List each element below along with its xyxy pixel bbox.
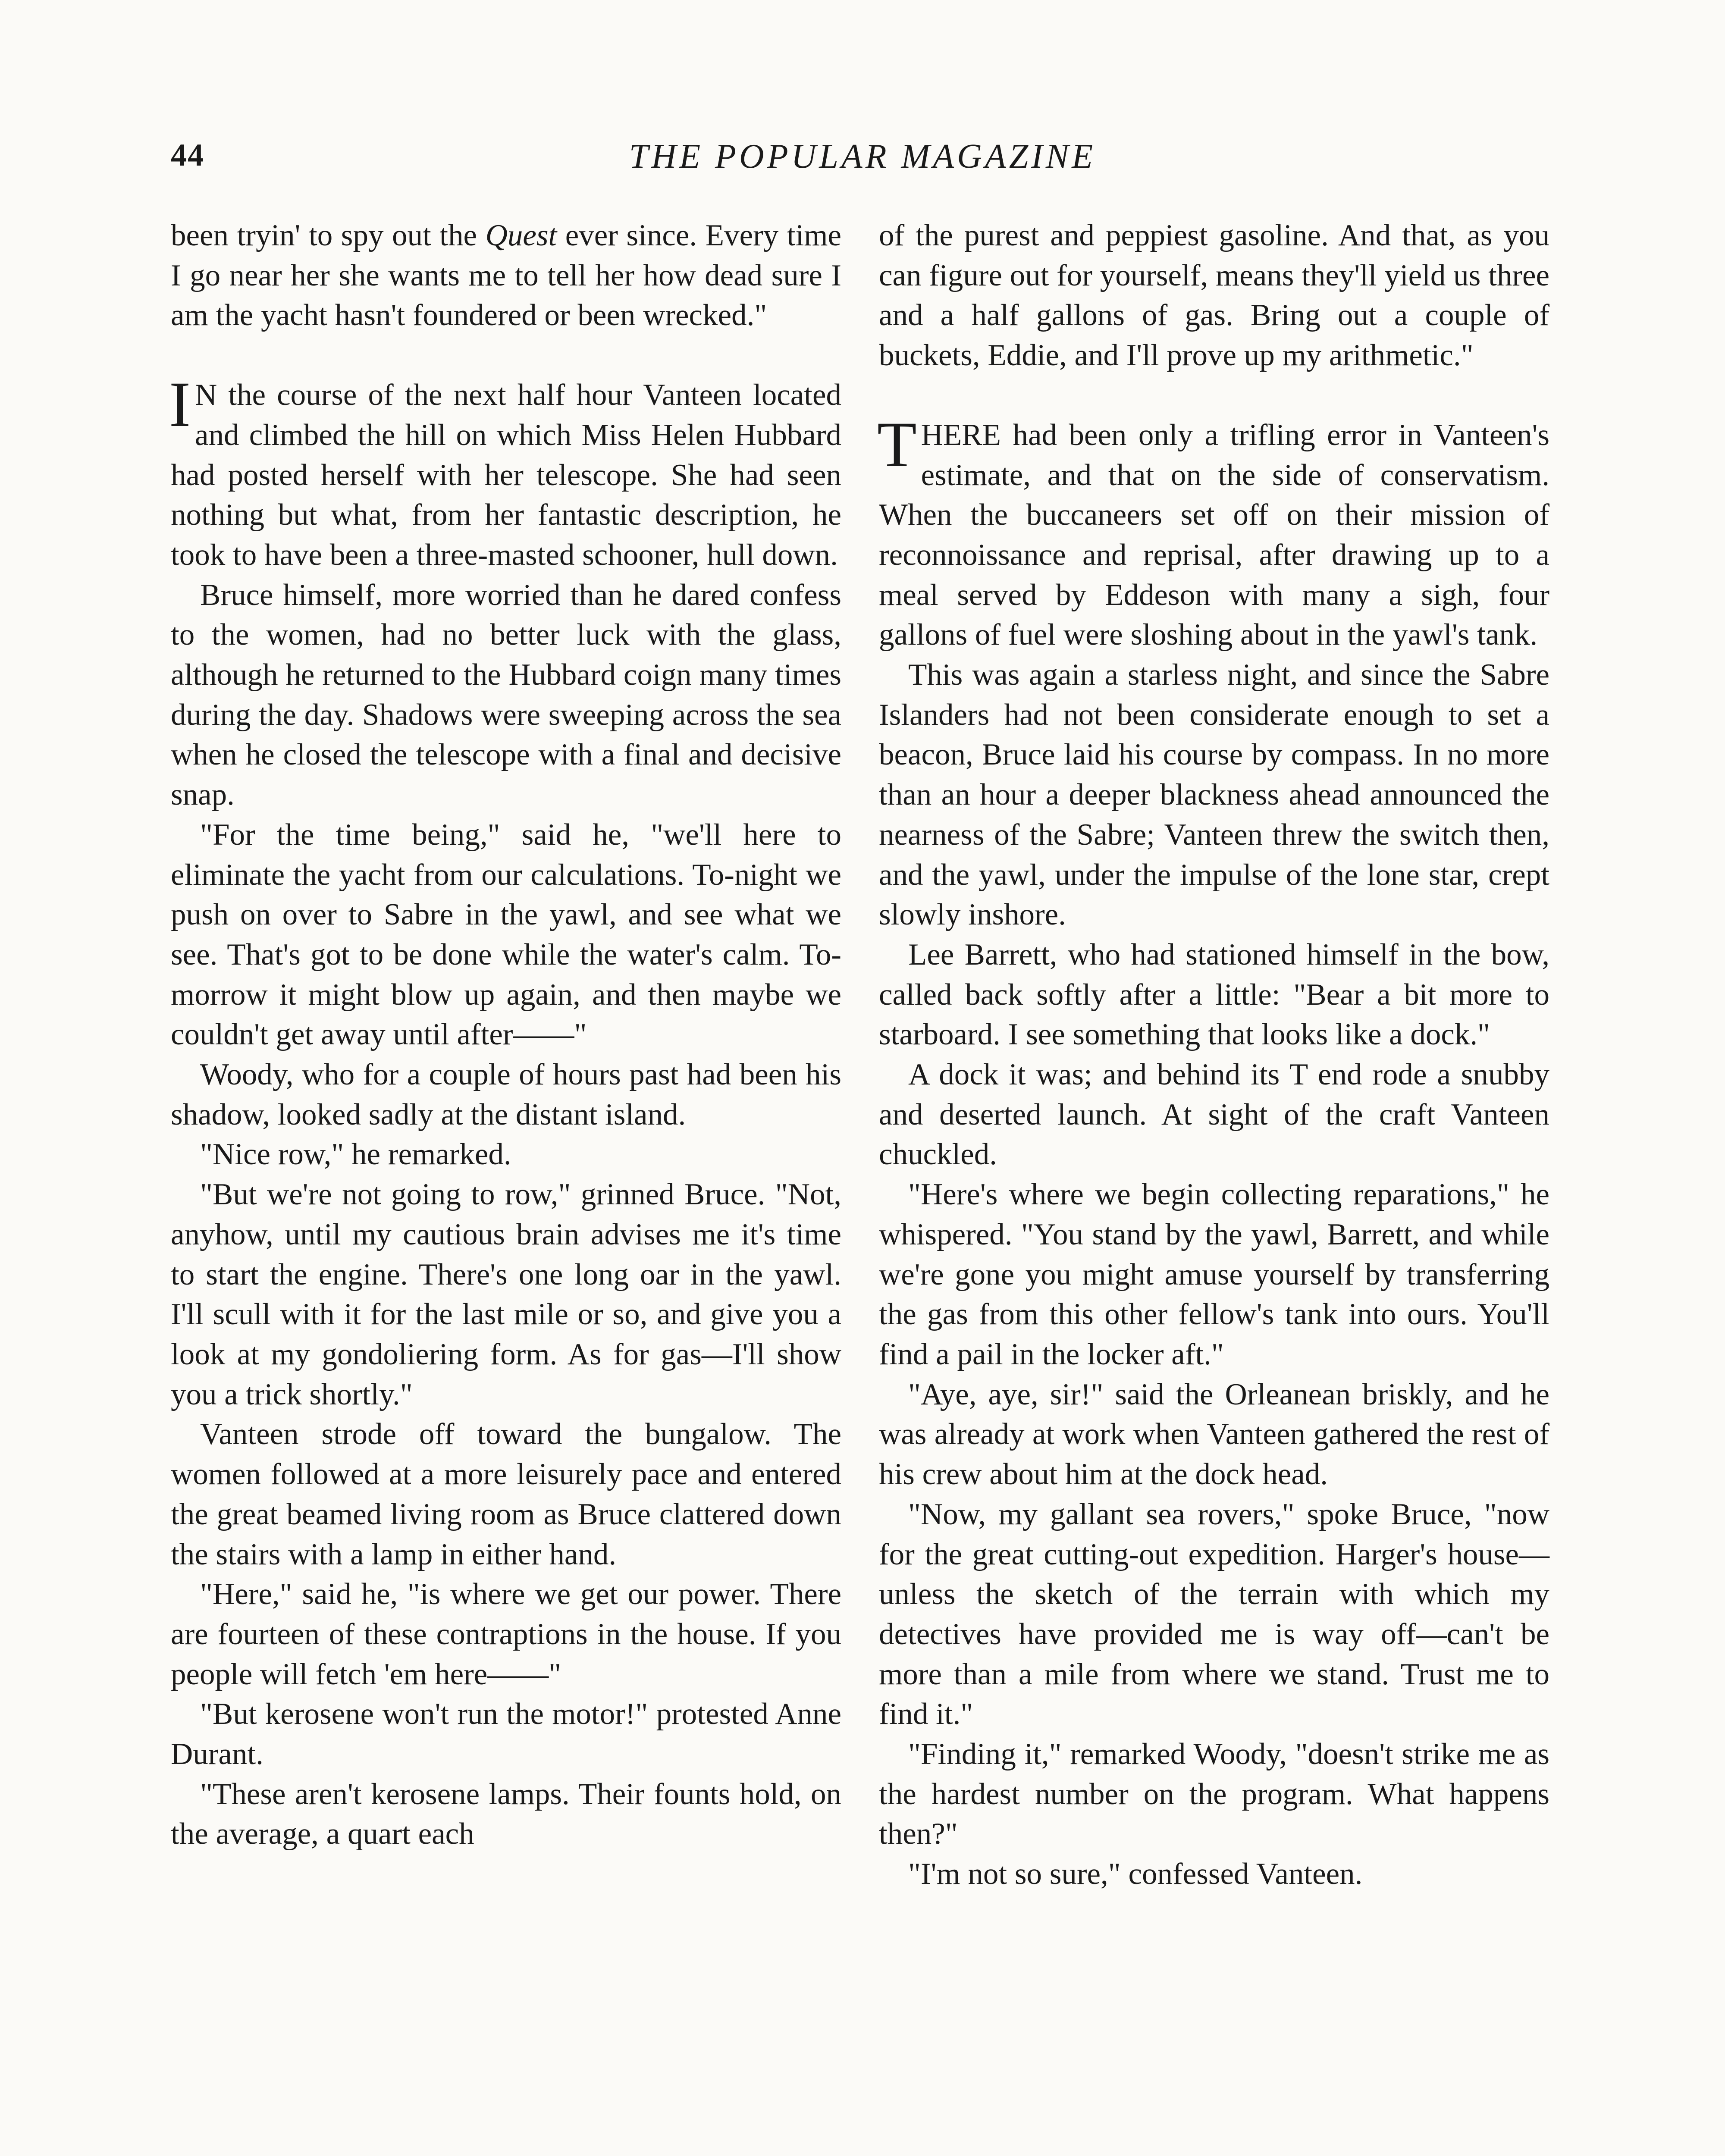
paragraph <box>171 216 841 335</box>
ship-name: Quest <box>485 219 557 252</box>
paragraph: "Here," said he, "is where we get our power. There are fourteen of these contraptions in the house. If you people will fetch 'em here——" <box>171 1577 841 1691</box>
drop-cap: T <box>877 408 917 480</box>
text-run: been tryin' to spy out the <box>171 219 486 252</box>
paragraph: "Aye, aye, sir!" said the Orleanean briskly, and he was already at work when Vanteen gathered the rest of his crew about him at the dock head. <box>879 1377 1549 1492</box>
left-column <box>171 216 841 1854</box>
paragraph: Woody, who for a couple of hours past had been his shadow, looked sadly at the distant island. <box>171 1058 841 1131</box>
paragraph: "But we're not going to row," grinned Bruce. "Not, anyhow, until my cautious brain advises me it's time to start the engine. There's one long oar in the yawl. I'll scull with it for the last mile or so, and give you a look at my gondoliering form. As for gas—I'll show you a trick shortly." <box>171 1178 841 1411</box>
paragraph: Vanteen strode off toward the bungalow. The women followed at a more leisurely pace and entered the great beamed living room as Bruce clattered down the stairs with a lamp in either hand. <box>171 1417 841 1571</box>
paragraph: of the purest and peppiest gasoline. And that, as you can figure out for yourself, means they'll yield us three and a half gallons of gas. Bring out a couple of buckets, Eddie, and I'll prove up my arithmetic." <box>879 219 1549 373</box>
paragraph: "Now, my gallant sea rovers," spoke Bruce, "now for the great cutting-out expedition. Harger's house—unless the sketch of the terrain with which my detectives have provided me is way off—can't be more than a mile from where we stand. Trust me to find it." <box>879 1497 1549 1731</box>
paragraph: Bruce himself, more worried than he dared confess to the women, had no better luck with the glass, although he returned to the Hubbard coign many times during the day. Shadows were sweeping across the sea when he closed the telescope with a final and decisive snap. <box>171 578 841 812</box>
drop-cap: I <box>169 369 191 441</box>
paragraph: "These aren't kerosene lamps. Their founts hold, on the average, a quart each <box>171 1777 841 1851</box>
page-header <box>171 137 1554 185</box>
paragraph: "But kerosene won't run the motor!" protested Anne Durant. <box>171 1697 841 1771</box>
paragraph: "Finding it," remarked Woody, "doesn't strike me as the hardest number on the program. What happens then?" <box>879 1737 1549 1851</box>
paragraph: "Nice row," he remarked. <box>200 1138 511 1172</box>
paragraph: "Here's where we begin collecting reparations," he whispered. "You stand by the yawl, Barrett, and while we're gone you might amuse yourself by transferring the gas from this other fellow's tank into ours. You'll find a pail in the locker aft." <box>879 1178 1549 1371</box>
text-run: ever since. Every time I go near her she wants me to tell her how dead sure I am the yacht hasn't foundered or been wrecked." <box>171 219 841 332</box>
paragraph: A dock it was; and behind its T end rode a snubby and deserted launch. At sight of the craft Vanteen chuckled. <box>879 1058 1549 1172</box>
running-title: THE POPULAR MAGAZINE <box>629 138 1096 175</box>
paragraph: "I'm not so sure," confessed Vanteen. <box>908 1857 1363 1891</box>
page-number: 44 <box>171 138 204 173</box>
right-column <box>879 216 1549 1894</box>
paragraph: This was again a starless night, and since the Sabre Islanders had not been considerate enough to set a beacon, Bruce laid his course by compass. In no more than an hour a deeper blackness ahead announced the nearness of the Sabre; Vanteen threw the switch then, and the yawl, under the impulse of the lone star, crept slowly inshore. <box>879 658 1549 932</box>
text-run: HERE had been only a trifling error in Vanteen's estimate, and that on the side of conservatism. When the buccaneers set off on their mission of reconnoissance and reprisal, after drawing up to a meal served by Eddeson with many a sigh, four gallons of fuel were sloshing about in the yawl's tank. <box>879 418 1549 652</box>
section-paragraph <box>877 408 1549 655</box>
paragraph: "For the time being," said he, "we'll here to eliminate the yacht from our calculations. To-night we push on over to Sabre in the yawl, and see what we see. That's got to be done while the water's calm. To-morrow it might blow up again, and then maybe we couldn't get away until after——" <box>171 818 841 1052</box>
section-paragraph <box>169 369 841 575</box>
paragraph: Lee Barrett, who had stationed himself in the bow, called back softly after a little: "Bear a bit more to starboard. I see something that looks like a dock." <box>879 937 1549 1052</box>
text-run: N the course of the next half hour Vanteen located and climbed the hill on which Miss Helen Hubbard had posted herself with her telescope. She had seen nothing but what, from her fantastic description, he took to have been a three-masted schooner, hull down. <box>171 378 841 572</box>
